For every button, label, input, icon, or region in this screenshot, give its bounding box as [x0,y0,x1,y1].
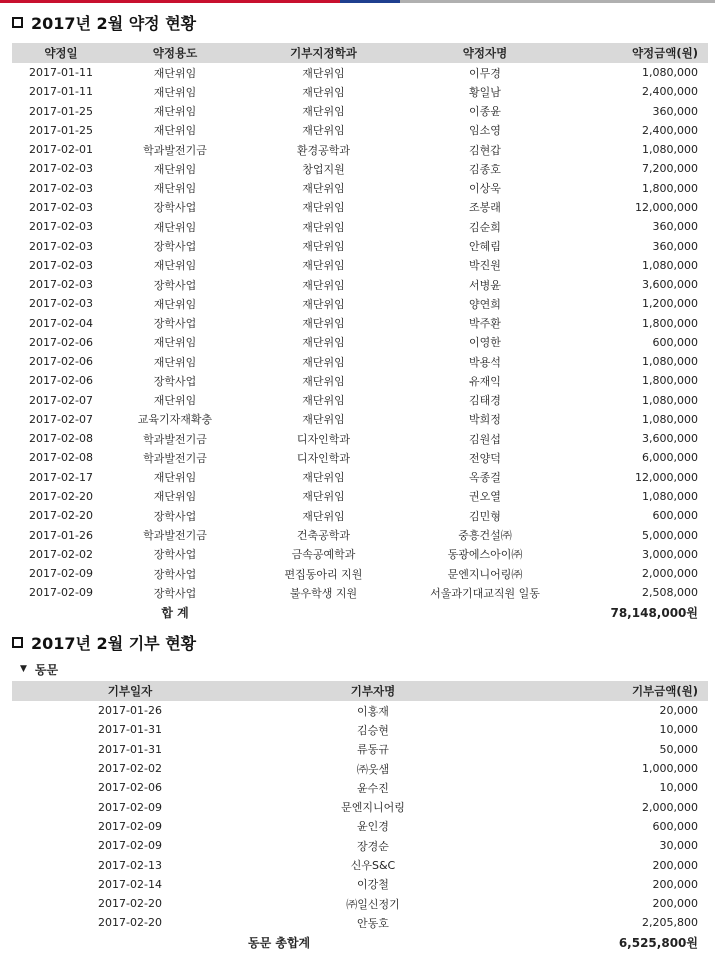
table-row [12,352,708,371]
cell-pledger-name: 이무경 [469,66,501,80]
cell-pledger-name: 서울과기대교직원 일동 [430,586,540,600]
table-row [12,759,708,778]
table-row [12,159,708,178]
table-row [12,82,708,101]
cell-pledge-date: 2017-02-06 [29,374,93,388]
cell-donation-amount: 1,000,000 [642,762,698,776]
table-row [12,564,708,583]
cell-pledge-amount: 5,000,000 [642,528,698,542]
cell-donor-name: 류동규 [357,743,389,757]
cell-pledger-name: 박진원 [469,259,501,273]
pledge-total-row [12,602,708,623]
table-row [12,778,708,797]
alumni-subsection-label [20,661,58,677]
table-row [12,740,708,759]
cell-designated-dept: 디자인학과 [296,432,351,446]
header-donor-name: 기부자명 [248,681,498,701]
cell-pledge-date: 2017-02-03 [29,297,93,311]
checkbox-icon [12,17,23,28]
cell-designated-dept: 재단위임 [302,259,345,273]
cell-donation-amount: 10,000 [659,723,698,737]
cell-pledge-purpose: 재단위임 [153,220,197,234]
cell-pledger-name: 김현갑 [469,143,501,157]
cell-pledge-date: 2017-02-01 [29,143,93,157]
table-row [12,333,708,352]
cell-donation-date: 2017-02-09 [98,819,162,833]
table-row [12,836,708,855]
cell-pledge-date: 2017-02-03 [29,200,93,214]
header-pledger-name: 약정자명 [407,43,563,63]
cell-donation-date: 2017-02-20 [98,897,162,911]
cell-donor-name: 안동호 [357,916,389,930]
cell-pledge-date: 2017-02-03 [29,239,93,253]
cell-pledger-name: 김종호 [469,162,501,176]
cell-pledge-date: 2017-02-03 [29,220,93,234]
cell-pledge-date: 2017-02-07 [29,412,93,426]
table-row [12,720,708,739]
donation-total-label: 동문 총합계 [248,935,311,950]
cell-designated-dept: 재단위임 [302,240,345,254]
cell-pledge-purpose: 학과발전기금 [143,432,207,446]
cell-donation-amount: 200,000 [652,858,698,872]
total-spacer [12,602,110,623]
cell-pledger-name: 박주환 [469,317,501,331]
pledge-total-value: 78,148,000원 [610,606,698,621]
cell-pledge-date: 2017-01-25 [29,123,93,137]
cell-pledge-date: 2017-02-03 [29,181,93,195]
cell-pledge-amount: 1,080,000 [642,66,698,80]
cell-pledge-amount: 3,600,000 [642,278,698,292]
cell-pledge-amount: 600,000 [652,335,698,349]
total-spacer [240,602,407,623]
cell-designated-dept: 금속공예학과 [291,548,356,562]
header-donation-amount: 기부금액(원) [498,681,708,701]
cell-pledge-date: 2017-02-20 [29,509,93,523]
cell-designated-dept: 재단위임 [302,374,345,388]
accent-blue-segment [340,0,400,3]
cell-pledge-amount: 1,800,000 [642,181,698,195]
cell-pledger-name: 서병윤 [469,278,501,292]
cell-designated-dept: 재단위임 [302,297,345,311]
table-row [12,797,708,816]
cell-pledge-amount: 12,000,000 [635,470,698,484]
cell-pledge-purpose: 재단위임 [153,182,197,196]
cell-designated-dept: 편집동아리 지원 [284,567,363,581]
cell-pledge-purpose: 재단위임 [153,336,197,350]
cell-pledger-name: 유재익 [469,374,501,388]
cell-donation-amount: 50,000 [659,742,698,756]
cell-pledger-name: 권오열 [469,490,501,504]
table-row [12,313,708,332]
cell-donor-name: 윤인경 [357,820,389,834]
cell-designated-dept: 재단위임 [302,85,345,99]
cell-donor-name: 김승현 [357,723,389,737]
alumni-subsection-text: 동문 [34,662,59,677]
cell-pledge-amount: 600,000 [652,509,698,523]
cell-pledge-amount: 1,800,000 [642,316,698,330]
cell-designated-dept: 재단위임 [302,394,345,408]
table-row [12,817,708,836]
cell-pledge-amount: 1,200,000 [642,297,698,311]
cell-pledge-date: 2017-01-11 [29,66,93,80]
cell-pledger-name: 이종윤 [469,105,501,119]
donation-section-title [12,629,196,655]
cell-pledge-amount: 1,800,000 [642,374,698,388]
cell-donation-amount: 10,000 [659,781,698,795]
cell-pledge-date: 2017-02-20 [29,489,93,503]
cell-donor-name: ㈜일신정기 [346,897,400,911]
cell-pledge-date: 2017-02-06 [29,355,93,369]
cell-pledge-purpose: 장학사업 [153,240,197,254]
pledge-total-label: 합 계 [161,606,189,621]
table-row [12,275,708,294]
cell-pledge-purpose: 재단위임 [153,124,197,138]
cell-pledge-purpose: 학과발전기금 [143,143,207,157]
donation-title-text: 2017년 2월 기부 현황 [31,633,197,653]
cell-pledge-purpose: 학과발전기금 [143,451,207,465]
cell-donation-date: 2017-02-06 [98,781,162,795]
cell-pledge-amount: 1,080,000 [642,258,698,272]
cell-designated-dept: 재단위임 [302,278,345,292]
cell-pledge-amount: 2,000,000 [642,567,698,581]
cell-designated-dept: 재단위임 [302,317,345,331]
cell-donation-amount: 200,000 [652,877,698,891]
cell-designated-dept: 재단위임 [302,124,345,138]
cell-pledge-purpose: 장학사업 [153,509,197,523]
cell-donor-name: 장경순 [357,839,389,853]
accent-red-segment [0,0,340,3]
cell-pledger-name: 박용석 [469,355,501,369]
cell-pledge-purpose: 교육기자재확충 [137,413,213,427]
cell-pledger-name: 안혜림 [469,240,501,254]
table-row [12,525,708,544]
table-row [12,875,708,894]
cell-pledger-name: 중흥건설㈜ [458,529,512,542]
cell-donation-amount: 2,205,800 [642,916,698,930]
cell-donation-date: 2017-01-31 [98,742,162,756]
cell-pledge-purpose: 장학사업 [153,201,197,215]
cell-designated-dept: 재단위임 [302,509,345,523]
cell-pledge-amount: 2,400,000 [642,85,698,99]
cell-donation-amount: 20,000 [659,704,698,718]
cell-designated-dept: 재단위임 [302,66,345,80]
cell-pledger-name: 이상욱 [469,182,501,196]
cell-designated-dept: 환경공학과 [296,143,351,157]
cell-designated-dept: 재단위임 [302,220,345,234]
cell-pledge-date: 2017-02-04 [29,316,93,330]
checkbox-icon [12,637,23,648]
cell-donor-name: 신우S&C [350,859,396,873]
pledge-table [12,43,708,623]
table-row [12,506,708,525]
cell-donation-date: 2017-02-02 [98,762,162,776]
cell-pledge-amount: 2,400,000 [642,123,698,137]
cell-pledge-date: 2017-01-26 [29,528,93,542]
header-pledge-amount: 약정금액(원) [563,43,708,63]
cell-pledge-purpose: 재단위임 [153,162,197,176]
cell-pledge-amount: 3,000,000 [642,547,698,561]
cell-pledge-date: 2017-02-09 [29,586,93,600]
cell-designated-dept: 재단위임 [302,336,345,350]
cell-pledger-name: 박희정 [469,413,501,427]
table-row [12,855,708,874]
cell-pledge-purpose: 재단위임 [153,490,197,504]
cell-pledge-amount: 1,080,000 [642,412,698,426]
cell-donation-amount: 200,000 [652,897,698,911]
table-row [12,894,708,913]
header-pledge-purpose: 약정용도 [110,43,240,63]
cell-donation-date: 2017-02-13 [98,858,162,872]
cell-designated-dept: 재단위임 [302,182,345,196]
cell-pledge-amount: 6,000,000 [642,451,698,465]
table-row [12,121,708,140]
cell-designated-dept: 건축공학과 [296,529,351,542]
table-row [12,487,708,506]
cell-pledge-date: 2017-02-03 [29,258,93,272]
table-row [12,102,708,121]
cell-donation-date: 2017-01-31 [98,723,162,737]
pledge-section-title [12,9,196,35]
cell-pledge-purpose: 장학사업 [153,586,197,600]
accent-gray-segment [400,0,715,3]
cell-donor-name: 윤수진 [357,781,389,795]
cell-donation-amount: 2,000,000 [642,800,698,814]
cell-pledge-amount: 2,508,000 [642,586,698,600]
cell-pledger-name: 김원섭 [469,432,501,446]
cell-pledge-purpose: 장학사업 [153,374,197,388]
cell-pledger-name: 문엔지니어링㈜ [447,567,523,581]
cell-designated-dept: 재단위임 [302,471,345,485]
cell-pledge-amount: 1,080,000 [642,355,698,369]
cell-pledger-name: 옥종걸 [469,471,501,485]
cell-pledge-purpose: 재단위임 [153,105,197,119]
cell-pledger-name: 양연희 [469,297,501,311]
table-row [12,179,708,198]
cell-pledge-date: 2017-01-11 [29,85,93,99]
cell-pledge-purpose: 재단위임 [153,471,197,485]
table-row [12,294,708,313]
top-accent-bar [0,0,715,3]
cell-pledge-amount: 360,000 [652,239,698,253]
cell-pledge-purpose: 장학사업 [153,278,197,292]
cell-donor-name: 이홍재 [357,704,389,718]
cell-donor-name: ㈜웃샘 [356,762,390,776]
cell-pledger-name: 김순희 [469,220,501,234]
cell-pledge-purpose: 재단위임 [153,259,197,273]
cell-pledge-purpose: 학과발전기금 [143,529,207,542]
total-spacer [12,933,248,952]
cell-pledger-name: 조봉래 [469,201,501,215]
cell-pledge-date: 2017-02-09 [29,567,93,581]
cell-pledger-name: 김민형 [469,509,501,523]
cell-pledge-amount: 360,000 [652,104,698,118]
table-row [12,256,708,275]
cell-pledger-name: 전양덕 [469,451,501,465]
cell-designated-dept: 재단위임 [302,105,345,119]
cell-pledge-date: 2017-02-08 [29,432,93,446]
cell-designated-dept: 재단위임 [302,201,345,215]
cell-pledge-amount: 1,080,000 [642,393,698,407]
cell-pledge-purpose: 장학사업 [153,567,197,581]
cell-donation-amount: 30,000 [659,839,698,853]
cell-pledger-name: 이영한 [469,336,501,350]
cell-pledge-amount: 1,080,000 [642,489,698,503]
cell-pledge-amount: 7,200,000 [642,162,698,176]
table-row [12,448,708,467]
cell-pledger-name: 동광에스아이㈜ [447,548,523,562]
cell-donation-date: 2017-01-26 [98,704,162,718]
table-row [12,429,708,448]
cell-designated-dept: 창업지원 [302,162,345,176]
cell-pledge-date: 2017-02-07 [29,393,93,407]
donation-total-value: 6,525,800원 [618,935,698,950]
cell-pledge-amount: 12,000,000 [635,200,698,214]
table-row [12,701,708,720]
cell-pledger-name: 임소영 [469,124,501,138]
cell-pledge-date: 2017-02-03 [29,278,93,292]
cell-pledger-name: 황일남 [469,85,501,99]
donation-total-row [12,933,708,952]
table-row [12,583,708,602]
cell-donor-name: 이강철 [357,878,389,892]
table-row [12,236,708,255]
header-designated-dept: 기부지정학과 [240,43,407,63]
cell-pledge-date: 2017-02-03 [29,162,93,176]
cell-pledge-amount: 1,080,000 [642,143,698,157]
cell-pledge-purpose: 재단위임 [153,297,197,311]
cell-pledge-purpose: 장학사업 [153,548,197,562]
donation-header-row [12,681,708,701]
cell-pledge-purpose: 재단위임 [153,66,197,80]
triangle-bullet-icon: ▼ [20,664,27,674]
cell-pledge-purpose: 재단위임 [153,85,197,99]
cell-donation-amount: 600,000 [652,819,698,833]
table-row [12,217,708,236]
table-row [12,198,708,217]
cell-donation-date: 2017-02-09 [98,839,162,853]
cell-pledge-date: 2017-02-06 [29,335,93,349]
pledge-header-row [12,43,708,63]
table-row [12,913,708,932]
cell-pledge-date: 2017-02-17 [29,470,93,484]
cell-designated-dept: 재단위임 [302,355,345,369]
cell-pledge-date: 2017-01-25 [29,104,93,118]
table-row [12,391,708,410]
cell-designated-dept: 불우학생 지원 [289,586,358,600]
cell-donation-date: 2017-02-09 [98,800,162,814]
table-row [12,140,708,159]
header-pledge-date: 약정일 [12,43,110,63]
cell-pledge-amount: 3,600,000 [642,432,698,446]
cell-pledge-date: 2017-02-08 [29,451,93,465]
cell-donation-date: 2017-02-20 [98,916,162,930]
pledge-title-text: 2017년 2월 약정 현황 [31,13,197,33]
cell-pledger-name: 김태경 [469,394,501,408]
total-spacer [407,602,563,623]
table-row [12,371,708,390]
cell-pledge-purpose: 재단위임 [153,394,197,408]
table-row [12,468,708,487]
donation-table [12,681,708,952]
header-donation-date: 기부일자 [12,681,248,701]
cell-pledge-date: 2017-02-02 [29,547,93,561]
cell-donation-date: 2017-02-14 [98,877,162,891]
table-row [12,63,708,82]
cell-designated-dept: 재단위임 [302,490,345,504]
cell-pledge-purpose: 장학사업 [153,317,197,331]
table-row [12,410,708,429]
cell-pledge-amount: 360,000 [652,220,698,234]
cell-designated-dept: 디자인학과 [296,451,351,465]
table-row [12,545,708,564]
cell-designated-dept: 재단위임 [302,413,345,427]
cell-donor-name: 문엔지니어링 [341,801,405,815]
cell-pledge-purpose: 재단위임 [153,355,197,369]
